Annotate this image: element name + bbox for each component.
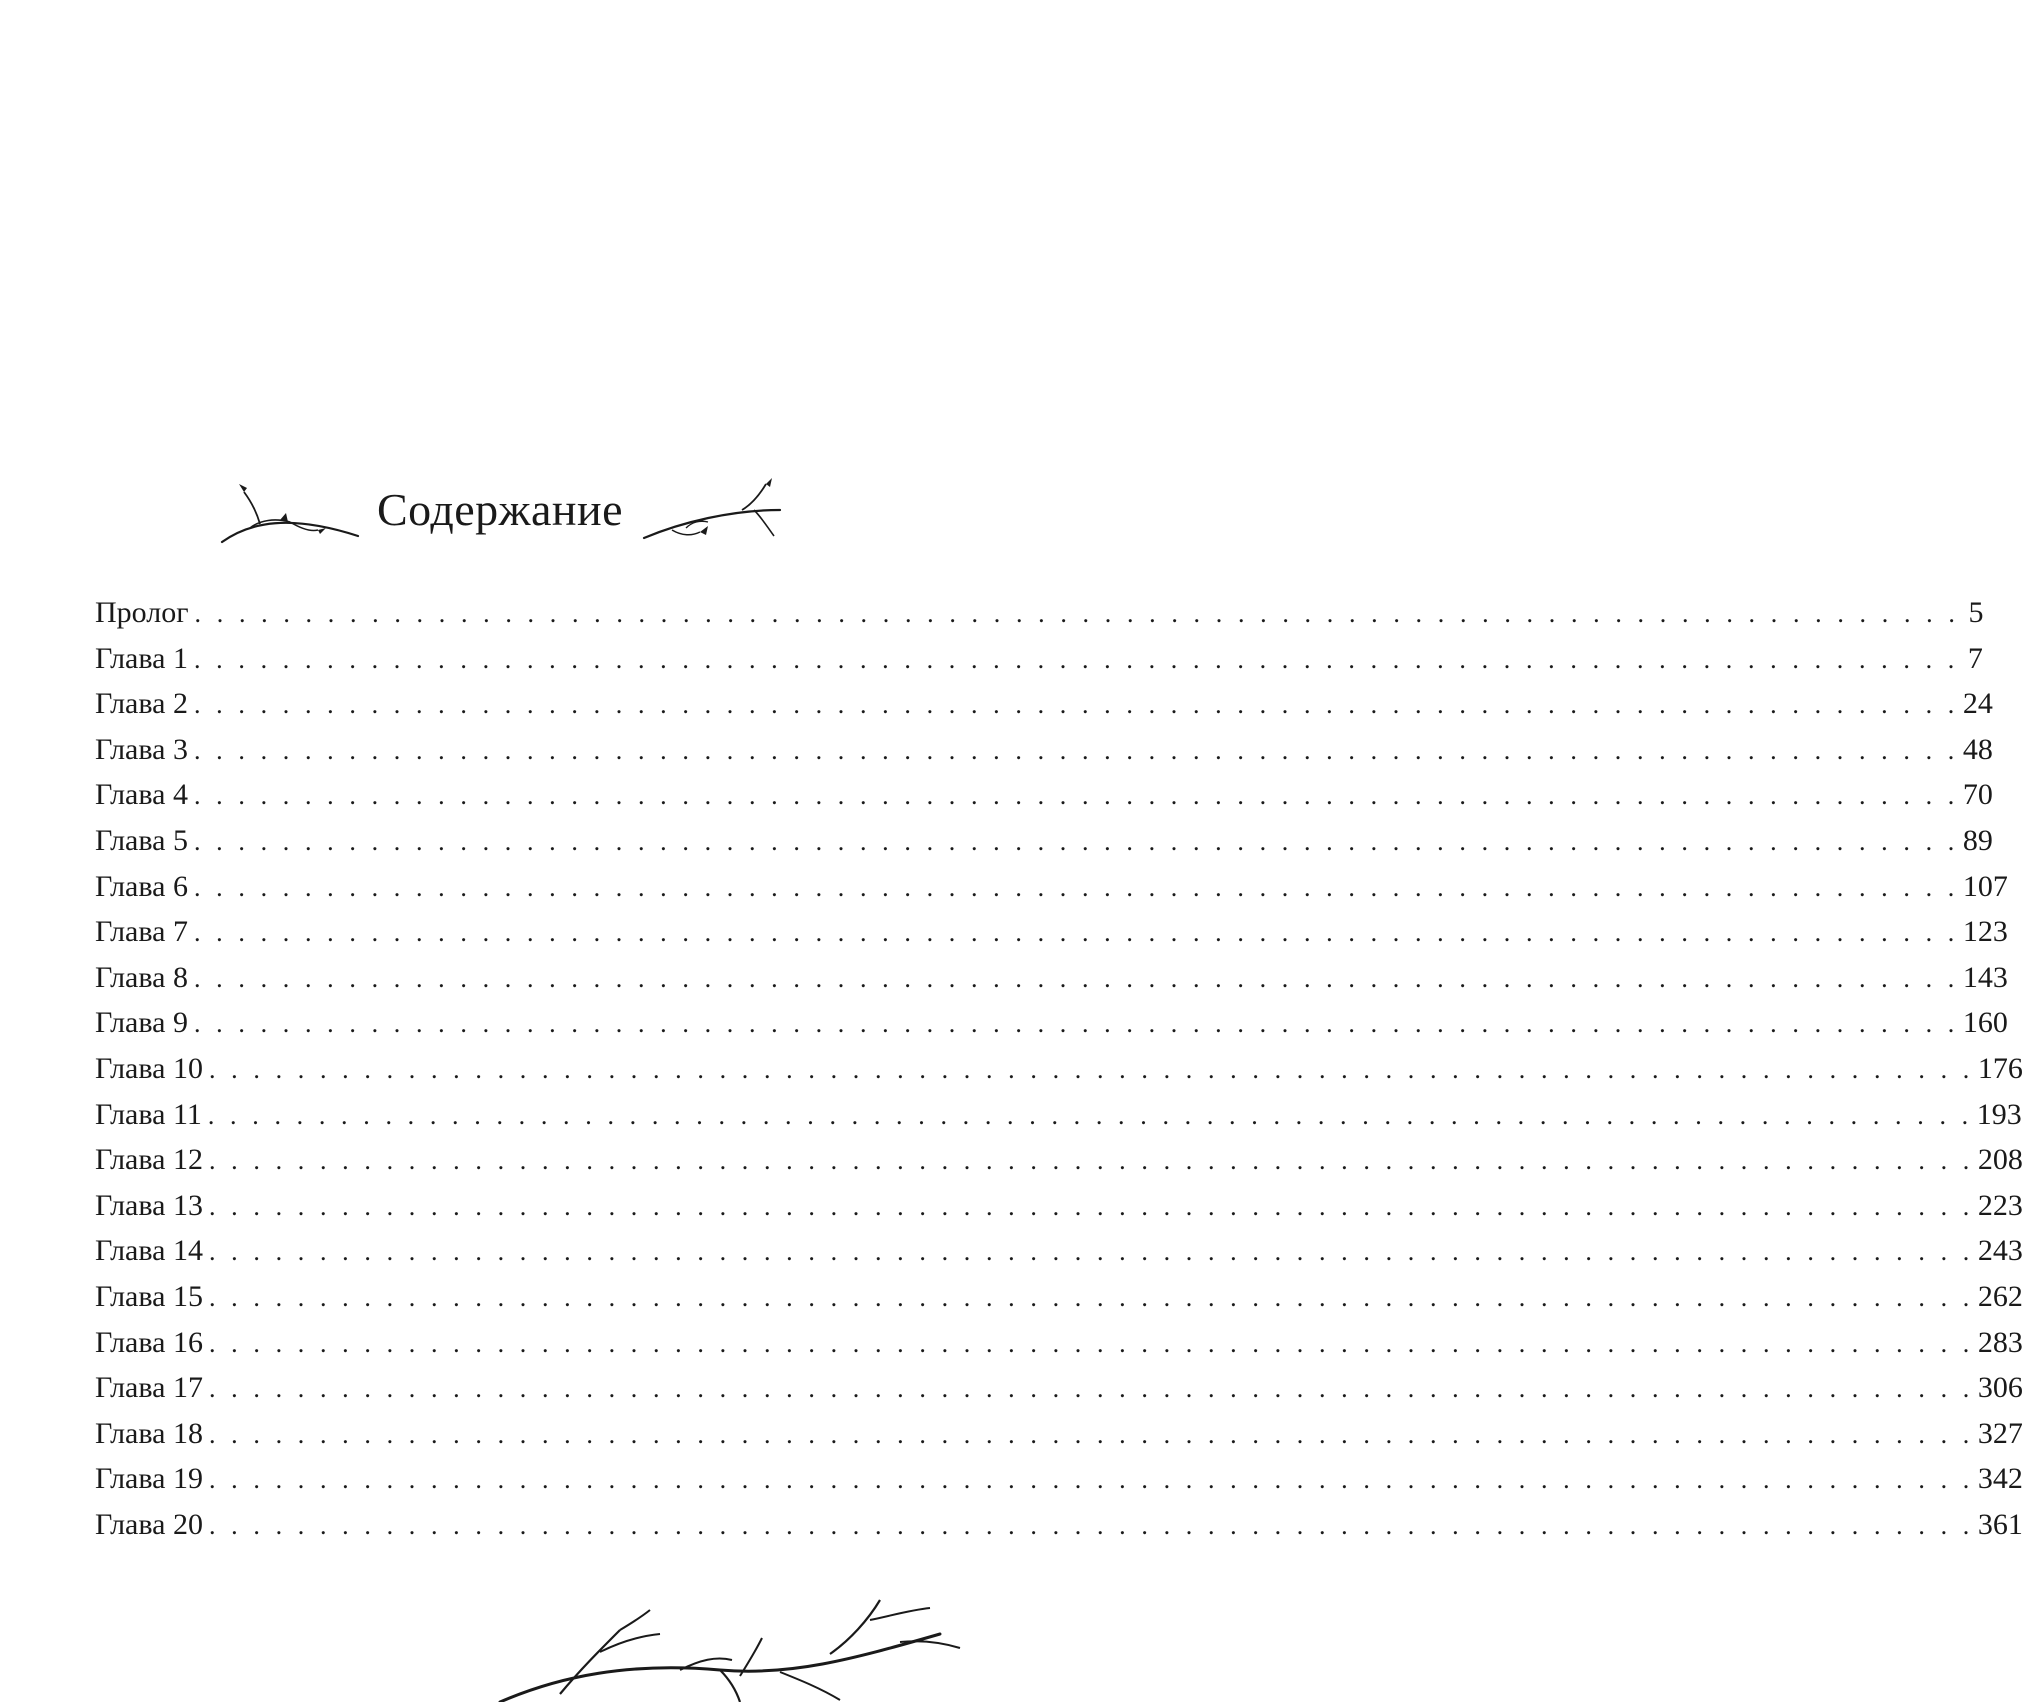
dot-leader: . . . . . . . . . . . . . . . . . . . . . . . . . . . . . . . . . . . . . . . . . . . . . . . . . . . . . . . . . . . . . . . . . . . . . . . . . . . . . . . .	[208, 1374, 1974, 1404]
toc-entry-page-number: 5	[1968, 596, 1984, 629]
toc-entry-page-number: 283	[1977, 1325, 2023, 1359]
toc-entry	[95, 1274, 2023, 1320]
toc-entry-label: Пролог	[95, 596, 189, 629]
dot-leader: . . . . . . . . . . . . . . . . . . . . . . . . . . . . . . . . . . . . . . . . . . . . . . . . . . . . . . . . . . . . . . . . . . . . . . . . . . . . . . . .	[193, 1009, 1959, 1039]
toc-entry-label: Глава 16	[95, 1325, 203, 1359]
toc-entry-page-number: 306	[1977, 1371, 2023, 1405]
toc-entry-label: Глава 19	[95, 1462, 203, 1496]
dot-leader: . . . . . . . . . . . . . . . . . . . . . . . . . . . . . . . . . . . . . . . . . . . . . . . . . . . . . . . . . . . . . . . . . . . . . . . . . . . . . . . .	[208, 1054, 1974, 1084]
toc-entry	[95, 1000, 2008, 1046]
toc-entry-label: Глава 9	[95, 1006, 188, 1040]
toc-entry-page-number: 7	[1967, 641, 1983, 675]
dot-leader: . . . . . . . . . . . . . . . . . . . . . . . . . . . . . . . . . . . . . . . . . . . . . . . . . . . . . . . . . . . . . . . . . . . . . . . . . . . . . . . .	[208, 1237, 1974, 1267]
dot-leader: . . . . . . . . . . . . . . . . . . . . . . . . . . . . . . . . . . . . . . . . . . . . . . . . . . . . . . . . . . . . . . . . . . . . . . . . . . . . . . . .	[208, 1419, 1974, 1449]
dot-leader: . . . . . . . . . . . . . . . . . . . . . . . . . . . . . . . . . . . . . . . . . . . . . . . . . . . . . . . . . . . . . . . . . . . . . . . . . . . . . . . .	[193, 644, 1959, 674]
toc-entry-label: Глава 13	[95, 1188, 203, 1222]
dot-leader: . . . . . . . . . . . . . . . . . . . . . . . . . . . . . . . . . . . . . . . . . . . . . . . . . . . . . . . . . . . . . . . . . . . . . . . . . . . . . . . .	[193, 826, 1959, 856]
toc-entry-page-number: 361	[1977, 1507, 2023, 1541]
toc-entry-page-number: 176	[1977, 1051, 2023, 1085]
toc-entry-label: Глава 15	[95, 1279, 203, 1313]
toc-entry	[95, 636, 1983, 682]
toc-entry-page-number: 24	[1962, 687, 1993, 721]
toc-entry	[95, 1320, 2023, 1366]
toc-entry	[95, 590, 1984, 636]
toc-entry	[95, 1365, 2023, 1411]
toc-entry-label: Глава 12	[95, 1143, 203, 1177]
toc-entry-page-number: 327	[1977, 1416, 2023, 1450]
dot-leader: . . . . . . . . . . . . . . . . . . . . . . . . . . . . . . . . . . . . . . . . . . . . . . . . . . . . . . . . . . . . . . . . . . . . . . . . . . . . . . . .	[208, 1191, 1974, 1221]
dot-leader: . . . . . . . . . . . . . . . . . . . . . . . . . . . . . . . . . . . . . . . . . . . . . . . . . . . . . . . . . . . . . . . . . . . . . . . . . . . . . . . .	[193, 963, 1959, 993]
toc-entry	[95, 1046, 2023, 1092]
branch-ornament-icon	[642, 470, 782, 550]
toc-entry-label: Глава 17	[95, 1371, 203, 1405]
toc-entry	[95, 1502, 2023, 1548]
toc-entry-page-number: 143	[1962, 960, 2008, 994]
dot-leader: . . . . . . . . . . . . . . . . . . . . . . . . . . . . . . . . . . . . . . . . . . . . . . . . . . . . . . . . . . . . . . . . . . . . . . . . . . . . . . . .	[208, 1146, 1974, 1176]
dot-leader: . . . . . . . . . . . . . . . . . . . . . . . . . . . . . . . . . . . . . . . . . . . . . . . . . . . . . . . . . . . . . . . . . . . . . . . . . . . . . . . .	[208, 1328, 1974, 1358]
toc-entry-page-number: 123	[1962, 915, 2008, 949]
page-title: Содержание	[376, 484, 624, 535]
dot-leader: . . . . . . . . . . . . . . . . . . . . . . . . . . . . . . . . . . . . . . . . . . . . . . . . . . . . . . . . . . . . . . . . . . . . . . . . . . . . . . . .	[194, 599, 1960, 628]
toc-entry-label: Глава 14	[95, 1234, 203, 1268]
toc-entry-page-number: 48	[1962, 732, 1993, 766]
toc-entry	[95, 864, 2008, 910]
toc-entry	[95, 1456, 2023, 1502]
toc-entry-page-number: 262	[1977, 1279, 2023, 1313]
toc-entry-page-number: 160	[1962, 1006, 2008, 1040]
toc-entry-label: Глава 7	[95, 915, 188, 949]
toc-entry-label: Глава 6	[95, 869, 188, 903]
dot-leader: . . . . . . . . . . . . . . . . . . . . . . . . . . . . . . . . . . . . . . . . . . . . . . . . . . . . . . . . . . . . . . . . . . . . . . . . . . . . . . . .	[207, 1100, 1973, 1130]
toc-entry-label: Глава 11	[95, 1097, 202, 1131]
dot-leader: . . . . . . . . . . . . . . . . . . . . . . . . . . . . . . . . . . . . . . . . . . . . . . . . . . . . . . . . . . . . . . . . . . . . . . . . . . . . . . . .	[208, 1465, 1974, 1495]
toc-entry-label: Глава 8	[95, 960, 188, 994]
dot-leader: . . . . . . . . . . . . . . . . . . . . . . . . . . . . . . . . . . . . . . . . . . . . . . . . . . . . . . . . . . . . . . . . . . . . . . . . . . . . . . . .	[208, 1510, 1974, 1540]
toc-entry-page-number: 70	[1962, 778, 1993, 812]
dot-leader: . . . . . . . . . . . . . . . . . . . . . . . . . . . . . . . . . . . . . . . . . . . . . . . . . . . . . . . . . . . . . . . . . . . . . . . . . . . . . . . .	[193, 918, 1959, 948]
toc-entry	[95, 1092, 2022, 1138]
toc-entry-label: Глава 1	[95, 641, 188, 675]
dot-leader: . . . . . . . . . . . . . . . . . . . . . . . . . . . . . . . . . . . . . . . . . . . . . . . . . . . . . . . . . . . . . . . . . . . . . . . . . . . . . . . .	[193, 735, 1959, 765]
toc-entry-label: Глава 5	[95, 823, 188, 857]
toc-entry-page-number: 107	[1962, 869, 2008, 903]
toc-entry-page-number: 223	[1977, 1188, 2023, 1222]
toc-entry-label: Глава 10	[95, 1051, 203, 1085]
toc-entry	[95, 1137, 2023, 1183]
table-of-contents	[95, 590, 2023, 1547]
dot-leader: . . . . . . . . . . . . . . . . . . . . . . . . . . . . . . . . . . . . . . . . . . . . . . . . . . . . . . . . . . . . . . . . . . . . . . . . . . . . . . . .	[193, 872, 1959, 902]
toc-entry-label: Глава 4	[95, 778, 188, 812]
dot-leader: . . . . . . . . . . . . . . . . . . . . . . . . . . . . . . . . . . . . . . . . . . . . . . . . . . . . . . . . . . . . . . . . . . . . . . . . . . . . . . . .	[193, 781, 1959, 811]
toc-entry	[95, 909, 2008, 955]
toc-entry-label: Глава 20	[95, 1507, 203, 1541]
toc-entry-label: Глава 3	[95, 732, 188, 766]
toc-entry-page-number: 208	[1977, 1143, 2023, 1177]
toc-entry	[95, 1228, 2023, 1274]
toc-entry-page-number: 243	[1977, 1234, 2023, 1268]
dot-leader: . . . . . . . . . . . . . . . . . . . . . . . . . . . . . . . . . . . . . . . . . . . . . . . . . . . . . . . . . . . . . . . . . . . . . . . . . . . . . . . .	[208, 1282, 1974, 1312]
toc-entry	[95, 955, 2008, 1001]
toc-entry	[95, 1183, 2023, 1229]
branch-decoration-icon	[500, 1590, 1000, 1702]
dot-leader: . . . . . . . . . . . . . . . . . . . . . . . . . . . . . . . . . . . . . . . . . . . . . . . . . . . . . . . . . . . . . . . . . . . . . . . . . . . . . . . .	[193, 690, 1959, 720]
toc-entry	[95, 727, 1993, 773]
toc-entry-page-number: 89	[1962, 823, 1993, 857]
toc-entry	[95, 681, 1993, 727]
toc-entry-page-number: 193	[1976, 1097, 2022, 1131]
toc-entry	[95, 1411, 2023, 1457]
toc-entry-page-number: 342	[1977, 1462, 2023, 1496]
toc-entry-label: Глава 18	[95, 1416, 203, 1450]
contents-heading	[0, 470, 1000, 580]
toc-entry	[95, 772, 1993, 818]
toc-entry	[95, 818, 1993, 864]
toc-entry-label: Глава 2	[95, 687, 188, 721]
